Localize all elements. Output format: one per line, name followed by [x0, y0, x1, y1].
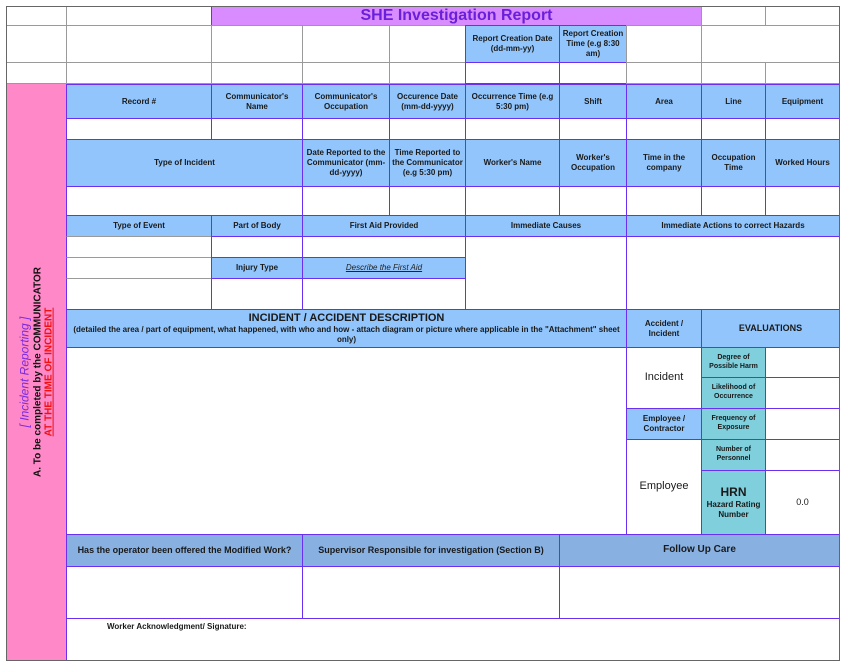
date-reported-input[interactable]	[302, 186, 390, 216]
hrn-value: 0.0	[765, 470, 840, 535]
describe-first-aid-link[interactable]	[302, 257, 466, 279]
grid-cell[interactable]	[6, 25, 67, 63]
header-type-of-event: Type of Event	[66, 215, 212, 237]
header-occupation-time: Occupation Time	[701, 139, 766, 187]
worker-occupation-input[interactable]	[559, 186, 627, 216]
first-aid-description-input[interactable]	[302, 278, 466, 310]
grid-cell[interactable]	[701, 6, 766, 26]
grid-cell[interactable]	[626, 25, 702, 63]
header-communicator-occupation: Communicator's Occupation	[302, 84, 390, 119]
hrn-label	[701, 470, 766, 535]
immediate-causes-input[interactable]	[465, 236, 627, 310]
shift-input[interactable]	[559, 118, 627, 140]
eval-likelihood-input[interactable]	[765, 377, 840, 409]
type-of-event-input-3[interactable]	[66, 278, 212, 310]
describe-first-aid-text[interactable]: Describe the First Aid	[345, 263, 423, 272]
accident-incident-value[interactable]: Incident	[626, 347, 702, 409]
header-employee-contractor: Employee / Contractor	[626, 408, 702, 440]
grid-cell[interactable]	[302, 62, 390, 84]
header-type-of-incident: Type of Incident	[66, 139, 303, 187]
header-modified-work: Has the operator been offered the Modified Work?	[66, 534, 303, 567]
worked-hours-input[interactable]	[765, 186, 840, 216]
grid-cell[interactable]	[389, 62, 466, 84]
time-reported-input[interactable]	[389, 186, 466, 216]
side-panel-section-title: [ Incident Reporting ]	[17, 316, 32, 428]
eval-frequency-input[interactable]	[765, 408, 840, 440]
eval-degree-of-harm-input[interactable]	[765, 347, 840, 378]
grid-cell[interactable]	[66, 6, 212, 26]
type-of-incident-input[interactable]	[66, 186, 303, 216]
communicator-occupation-input[interactable]	[302, 118, 390, 140]
worker-signature-label: Worker Acknowledgment/ Signature:	[107, 622, 247, 631]
record-number-input[interactable]	[66, 118, 212, 140]
eval-number-personnel-label: Number of Personnel	[701, 439, 766, 471]
side-panel-timing-note: AT THE TIME OF INCIDENT	[43, 307, 55, 437]
header-communicator-name: Communicator's Name	[211, 84, 303, 119]
area-input[interactable]	[626, 118, 702, 140]
grid-cell[interactable]	[701, 62, 766, 84]
header-line: Line	[701, 84, 766, 119]
incident-description-input[interactable]	[66, 347, 627, 535]
header-worked-hours: Worked Hours	[765, 139, 840, 187]
header-occurrence-date: Occurence Date (mm-dd-yyyy)	[389, 84, 466, 119]
eval-number-personnel-input[interactable]	[765, 439, 840, 471]
incident-description-title: INCIDENT / ACCIDENT DESCRIPTION	[248, 311, 445, 324]
follow-up-care-input[interactable]	[559, 566, 840, 619]
part-of-body-input[interactable]	[211, 236, 303, 258]
header-record-number: Record #	[66, 84, 212, 119]
header-date-reported: Date Reported to the Communicator (mm-dd-yyyy)	[302, 139, 390, 187]
header-follow-up-care: Follow Up Care	[559, 534, 840, 567]
report-title: SHE Investigation Report	[211, 6, 702, 26]
incident-reporting-side-panel	[6, 84, 66, 661]
incident-description-subtitle: (detailed the area / part of equipment, what happened, with who and how - attach diagram or picture where applicable in the "Attachment" sheet only)	[73, 325, 620, 345]
header-equipment: Equipment	[765, 84, 840, 119]
report-creation-time-input[interactable]	[559, 62, 627, 84]
grid-cell[interactable]	[6, 62, 67, 84]
side-panel-instruction: A. To be completed by the COMMUNICATOR	[31, 266, 43, 478]
grid-cell[interactable]	[211, 62, 303, 84]
header-time-reported: Time Reported to the Communicator (e.g 5:30 pm)	[389, 139, 466, 187]
immediate-actions-input[interactable]	[626, 236, 840, 310]
grid-cell[interactable]	[6, 6, 67, 26]
employee-contractor-value[interactable]: Employee	[626, 439, 702, 535]
eval-likelihood-label: Likelihood of Occurrence	[701, 377, 766, 409]
modified-work-input[interactable]	[66, 566, 303, 619]
grid-cell[interactable]	[66, 62, 212, 84]
header-area: Area	[626, 84, 702, 119]
header-shift: Shift	[559, 84, 627, 119]
injury-type-input[interactable]	[211, 278, 303, 310]
injury-type-label: Injury Type	[211, 257, 303, 279]
type-of-event-input-1[interactable]	[66, 236, 212, 258]
hrn-title: HRN	[720, 485, 747, 499]
report-creation-date-label: Report Creation Date (dd-mm-yy)	[465, 25, 560, 63]
grid-cell[interactable]	[626, 62, 702, 84]
eval-frequency-label: Frequency of Exposure	[701, 408, 766, 440]
side-panel-text	[18, 267, 55, 477]
worker-signature-field[interactable]	[66, 618, 840, 661]
first-aid-provided-input[interactable]	[302, 236, 466, 258]
header-immediate-actions: Immediate Actions to correct Hazards	[626, 215, 840, 237]
grid-cell[interactable]	[211, 25, 303, 63]
header-time-in-company: Time in the company	[626, 139, 702, 187]
equipment-input[interactable]	[765, 118, 840, 140]
line-input[interactable]	[701, 118, 766, 140]
occurrence-time-input[interactable]	[465, 118, 560, 140]
header-evaluations: EVALUATIONS	[701, 309, 840, 348]
header-worker-occupation: Worker's Occupation	[559, 139, 627, 187]
header-accident-incident: Accident / Incident	[626, 309, 702, 348]
report-creation-time-label: Report Creation Time (e.g 8:30 am)	[559, 25, 627, 63]
header-immediate-causes: Immediate Causes	[465, 215, 627, 237]
header-first-aid-provided: First Aid Provided	[302, 215, 466, 237]
type-of-event-input-2[interactable]	[66, 257, 212, 279]
report-creation-date-input[interactable]	[465, 62, 560, 84]
grid-cell[interactable]	[302, 25, 390, 63]
grid-cell[interactable]	[765, 6, 840, 26]
grid-cell[interactable]	[389, 25, 466, 63]
header-part-of-body: Part of Body	[211, 215, 303, 237]
grid-cell[interactable]	[66, 25, 212, 63]
hrn-subtitle: Hazard Rating Number	[706, 500, 761, 519]
occupation-time-input[interactable]	[701, 186, 766, 216]
communicator-name-input[interactable]	[211, 118, 303, 140]
worker-name-input[interactable]	[465, 186, 560, 216]
grid-cell[interactable]	[765, 62, 840, 84]
occurrence-date-input[interactable]	[389, 118, 466, 140]
supervisor-input[interactable]	[302, 566, 560, 619]
header-occurrence-time: Occurrence Time (e.g 5:30 pm)	[465, 84, 560, 119]
eval-degree-of-harm-label: Degree of Possible Harm	[701, 347, 766, 378]
header-worker-name: Worker's Name	[465, 139, 560, 187]
grid-cell[interactable]	[701, 25, 840, 63]
header-supervisor: Supervisor Responsible for investigation (Section B)	[302, 534, 560, 567]
incident-description-header	[66, 309, 627, 348]
time-in-company-input[interactable]	[626, 186, 702, 216]
